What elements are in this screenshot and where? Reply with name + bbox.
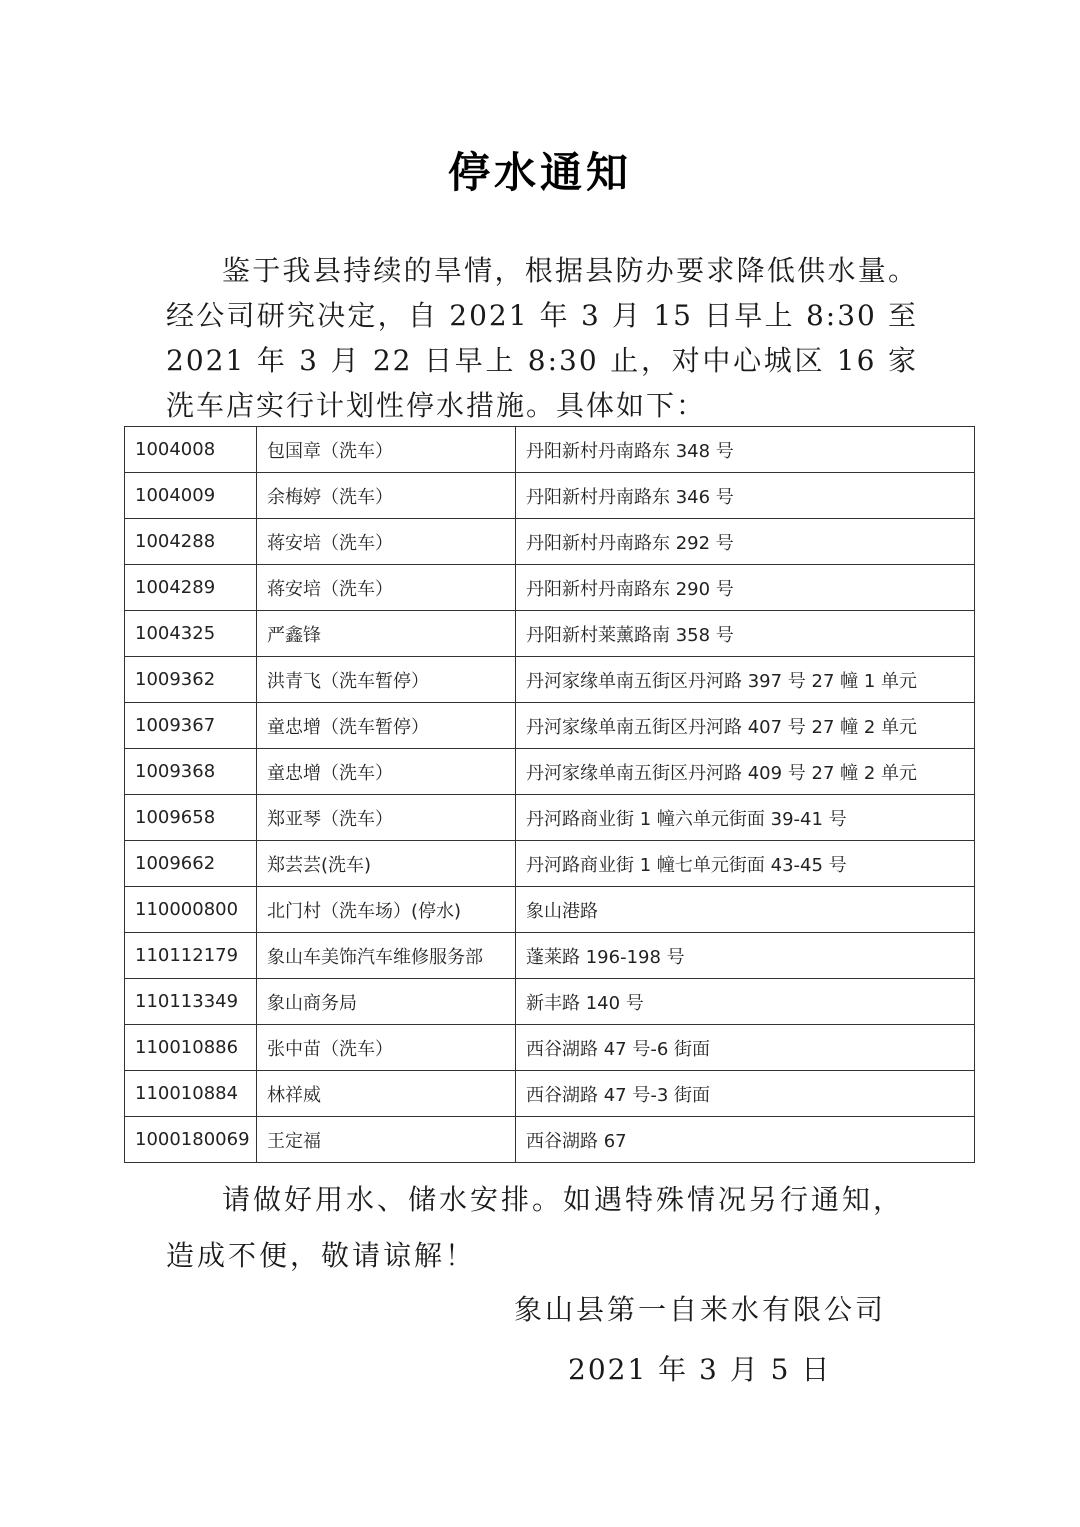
account-id-cell: 1009362: [125, 657, 257, 703]
table-row: [125, 841, 975, 887]
table-row: [125, 427, 975, 473]
customer-name-cell: 象山车美饰汽车维修服务部: [257, 933, 516, 979]
account-id-cell: 1009658: [125, 795, 257, 841]
table-row: [125, 519, 975, 565]
customer-name-cell: 王定福: [257, 1117, 516, 1163]
address-cell: 丹阳新村莱薰路南 358 号: [516, 611, 975, 657]
address-cell: 丹河路商业街 1 幢七单元街面 43-45 号: [516, 841, 975, 887]
customer-name-cell: 北门村（洗车场）(停水): [257, 887, 516, 933]
table-row: [125, 565, 975, 611]
customer-name-cell: 蒋安培（洗车）: [257, 565, 516, 611]
customer-name-cell: 张中苗（洗车）: [257, 1025, 516, 1071]
account-id-cell: 1004289: [125, 565, 257, 611]
address-cell: 蓬莱路 196-198 号: [516, 933, 975, 979]
account-id-cell: 110112179: [125, 933, 257, 979]
table-row: [125, 703, 975, 749]
address-cell: 丹阳新村丹南路东 348 号: [516, 427, 975, 473]
address-cell: 西谷湖路 47 号-6 街面: [516, 1025, 975, 1071]
customer-name-cell: 余梅婷（洗车）: [257, 473, 516, 519]
account-id-cell: 1009367: [125, 703, 257, 749]
customer-name-cell: 童忠增（洗车暂停）: [257, 703, 516, 749]
table-body: [125, 427, 975, 1163]
address-cell: 新丰路 140 号: [516, 979, 975, 1025]
intro-paragraph: 鉴于我县持续的旱情，根据县防办要求降低供水量。经公司研究决定，自 2021 年 3 月 15 日早上 8:30 至 2021 年 3 月 22 日早上 8:30 止，对中心城区 16 家洗车店实行计划性停水措施。具体如下：: [166, 254, 918, 422]
account-id-cell: 110010886: [125, 1025, 257, 1071]
address-cell: 丹河路商业街 1 幢六单元街面 39-41 号: [516, 795, 975, 841]
account-id-cell: 110113349: [125, 979, 257, 1025]
address-cell: 象山港路: [516, 887, 975, 933]
address-cell: 丹阳新村丹南路东 290 号: [516, 565, 975, 611]
customer-name-cell: 包国章（洗车）: [257, 427, 516, 473]
customer-name-cell: 郑芸芸(洗车): [257, 841, 516, 887]
table-row: [125, 887, 975, 933]
customer-name-cell: 蒋安培（洗车）: [257, 519, 516, 565]
table-row: [125, 1025, 975, 1071]
customer-name-cell: 洪青飞（洗车暂停）: [257, 657, 516, 703]
closing-paragraph: 请做好用水、储水安排。如遇特殊情况另行通知，造成不便，敬请谅解！: [166, 1183, 905, 1272]
account-id-cell: 1004009: [125, 473, 257, 519]
address-cell: 西谷湖路 47 号-3 街面: [516, 1071, 975, 1117]
notice-title: 停水通知: [447, 148, 632, 197]
table-row: [125, 611, 975, 657]
customer-name-cell: 郑亚琴（洗车）: [257, 795, 516, 841]
address-cell: 丹阳新村丹南路东 292 号: [516, 519, 975, 565]
table-row: [125, 473, 975, 519]
account-id-cell: 1000180069: [125, 1117, 257, 1163]
address-cell: 丹河家缘单南五街区丹河路 407 号 27 幢 2 单元: [516, 703, 975, 749]
table-row: [125, 933, 975, 979]
table-row: [125, 1117, 975, 1163]
table-row: [125, 795, 975, 841]
car-wash-table: [124, 426, 975, 1163]
company-signature: 象山县第一自来水有限公司: [514, 1293, 887, 1326]
notice-date: 2021 年 3 月 5 日: [568, 1353, 832, 1386]
customer-name-cell: 童忠增（洗车）: [257, 749, 516, 795]
account-id-cell: 110000800: [125, 887, 257, 933]
account-id-cell: 110010884: [125, 1071, 257, 1117]
table-row: [125, 979, 975, 1025]
address-cell: 西谷湖路 67: [516, 1117, 975, 1163]
account-id-cell: 1004008: [125, 427, 257, 473]
account-id-cell: 1004288: [125, 519, 257, 565]
address-cell: 丹河家缘单南五街区丹河路 397 号 27 幢 1 单元: [516, 657, 975, 703]
account-id-cell: 1009662: [125, 841, 257, 887]
customer-name-cell: 严鑫锋: [257, 611, 516, 657]
table-row: [125, 749, 975, 795]
account-id-cell: 1004325: [125, 611, 257, 657]
table-row: [125, 1071, 975, 1117]
account-id-cell: 1009368: [125, 749, 257, 795]
customer-name-cell: 林祥威: [257, 1071, 516, 1117]
table-row: [125, 657, 975, 703]
address-cell: 丹河家缘单南五街区丹河路 409 号 27 幢 2 单元: [516, 749, 975, 795]
address-cell: 丹阳新村丹南路东 346 号: [516, 473, 975, 519]
customer-name-cell: 象山商务局: [257, 979, 516, 1025]
